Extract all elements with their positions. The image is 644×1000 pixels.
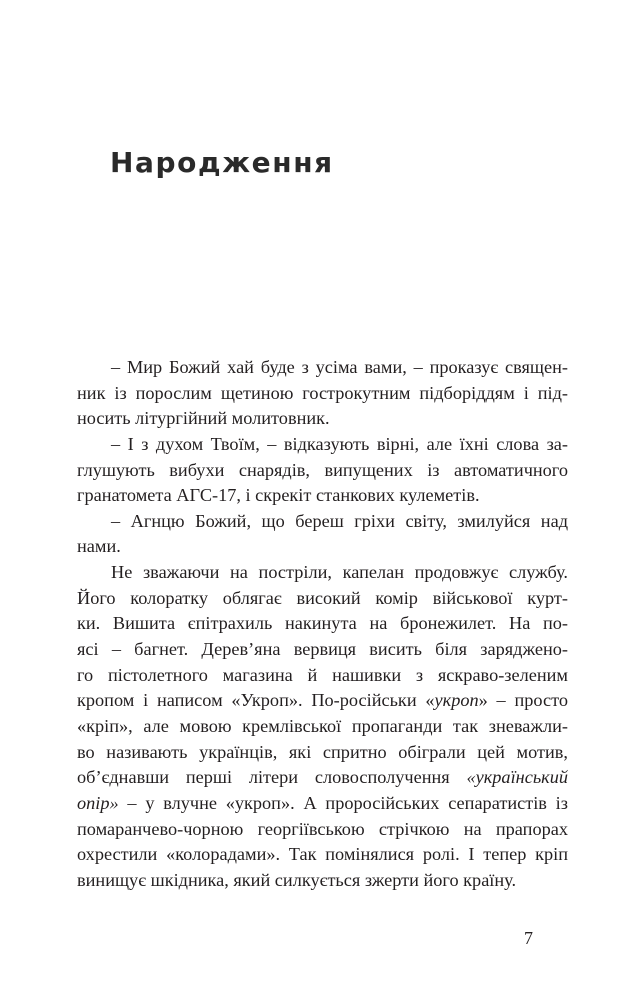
text-line bbox=[77, 817, 568, 843]
text-segment: «кріп», але мовою кремлівської пропаганди так зневажли- bbox=[77, 715, 568, 736]
text-segment: – у влучне «укроп». А проросійських сепаратистів із bbox=[118, 792, 568, 813]
chapter-title: Народження bbox=[110, 146, 334, 179]
text-line bbox=[77, 534, 568, 560]
italic-text: опір» bbox=[77, 792, 119, 813]
text-line bbox=[77, 714, 568, 740]
text-segment: ки. Вишита єпітрахиль накинута на бронежилет. На по- bbox=[77, 613, 568, 634]
text-line bbox=[77, 765, 568, 791]
text-line bbox=[77, 842, 568, 868]
text-segment: во називають українців, які спритно обіграли цей мотив, bbox=[77, 741, 568, 762]
text-segment: кропом і написом «Укроп». По-російськи « bbox=[77, 690, 435, 711]
text-line bbox=[77, 560, 568, 586]
text-segment: – І з духом Твоїм, – відказують вірні, але їхні слова за- bbox=[111, 433, 568, 454]
text-segment: винищує шкідника, який силкується зжерти його країну. bbox=[77, 869, 517, 890]
text-line bbox=[77, 432, 568, 458]
text-segment: – Мир Божий хай буде з усіма вами, – проказує священ- bbox=[111, 357, 568, 377]
text-segment: – Агнцю Божий, що береш гріхи світу, змилуйся над bbox=[111, 510, 568, 531]
text-line bbox=[77, 637, 568, 663]
text-segment: охрестили «колорадами». Так помінялися ролі. І тепер кріп bbox=[77, 844, 568, 865]
text-segment: гранатомета АГС-17, і скрекіт станкових кулеметів. bbox=[77, 485, 480, 506]
text-line bbox=[77, 483, 568, 509]
italic-text: «український bbox=[466, 767, 568, 788]
text-segment: го пістолетного магазина й нашивки з яскраво-зеленим bbox=[77, 664, 568, 685]
text-line bbox=[77, 611, 568, 637]
chapter-body-text bbox=[77, 355, 568, 893]
text-line bbox=[77, 355, 568, 381]
text-line bbox=[77, 458, 568, 484]
text-line bbox=[77, 586, 568, 612]
text-line bbox=[77, 740, 568, 766]
text-line bbox=[77, 509, 568, 535]
text-line bbox=[77, 406, 568, 432]
text-segment: Не зважаючи на постріли, капелан продовжує службу. bbox=[111, 562, 568, 583]
text-line bbox=[77, 868, 568, 894]
page-number: 7 bbox=[524, 928, 533, 948]
text-segment: нами. bbox=[77, 536, 121, 557]
text-segment: ясі – багнет. Дерев’яна вервиця висить біля заряджено- bbox=[77, 639, 568, 660]
text-segment: об’єднавши перші літери словосполучення bbox=[77, 767, 467, 788]
italic-text: укроп bbox=[434, 690, 479, 711]
text-segment: Його колоратку облягає високий комір військової курт- bbox=[77, 587, 568, 608]
text-segment: носить літургійний молитовник. bbox=[77, 408, 330, 429]
text-segment: ник із порослим щетиною гострокутним підборіддям і під- bbox=[77, 382, 568, 403]
text-segment: глушують вибухи снарядів, випущених із автоматичного bbox=[77, 459, 568, 480]
text-line bbox=[77, 688, 568, 714]
text-line bbox=[77, 791, 568, 817]
text-segment: » – просто bbox=[478, 690, 568, 711]
text-segment: помаранчево-чорною георгіївською стрічкою на прапорах bbox=[77, 818, 568, 839]
text-line bbox=[77, 381, 568, 407]
text-line bbox=[77, 663, 568, 689]
